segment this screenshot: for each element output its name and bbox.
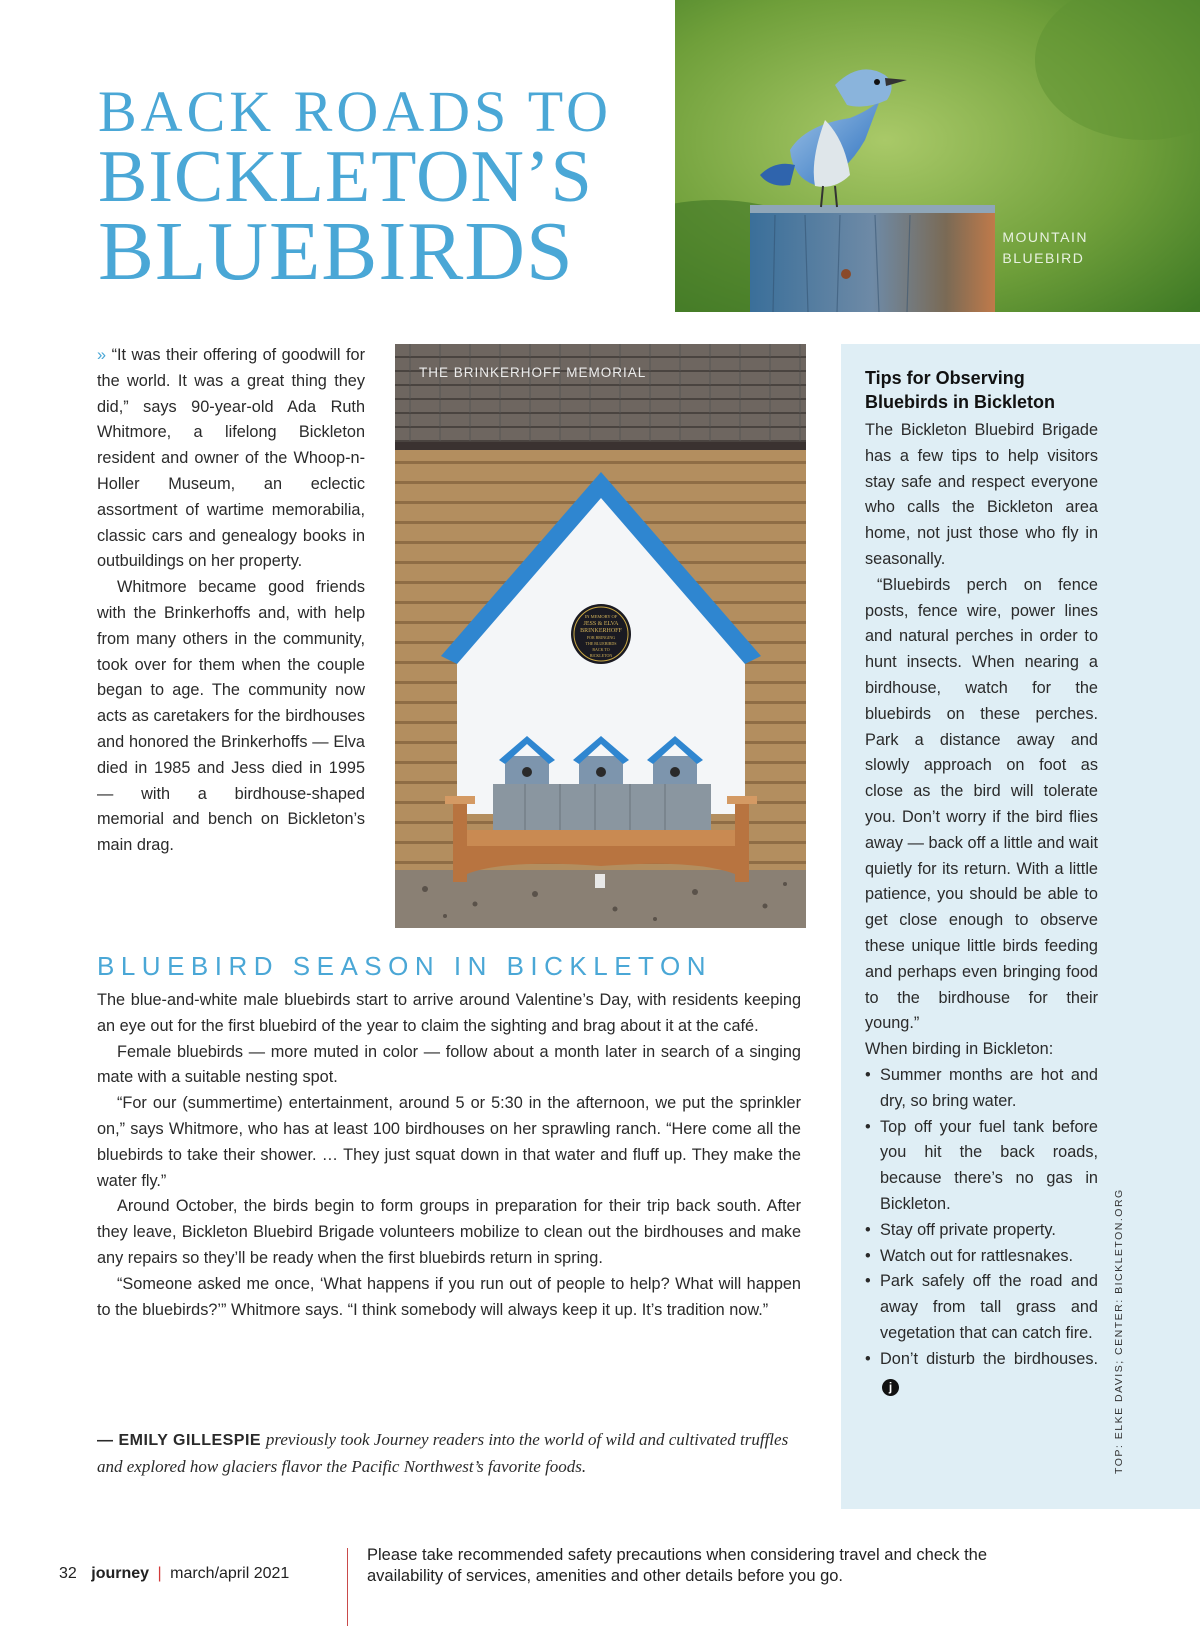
- title-line-3: BLUEBIRDS: [98, 205, 574, 298]
- tip-item: • Watch out for rattlesnakes.: [865, 1244, 1098, 1270]
- bird-caption-line-1: MOUNTAIN: [1002, 229, 1088, 245]
- section-paragraph-4: Around October, the birds begin to form groups in preparation for their trip back south. After they leave, Bickleton Bluebird Brigade volunteers mobilize to clean out the birdhouses and make any repairs so they’ll be ready when the first bluebirds return in spring.: [97, 1197, 801, 1267]
- photo-credit: TOP: ELKE DAVIS; CENTER: BICKLETON.ORG: [1113, 1188, 1125, 1474]
- footer-separator: |: [157, 1565, 162, 1582]
- plaque-line-7: BICKLETON: [589, 653, 613, 658]
- plaque-line-1: IN MEMORY OF: [584, 614, 618, 619]
- title-line-1: BACK ROADS TO: [98, 79, 612, 144]
- plaque-line-4: FOR BRINGING: [586, 635, 616, 640]
- tip-item: • Summer months are hot and dry, so bring water.: [865, 1063, 1098, 1115]
- section-paragraph-1: The blue-and-white male bluebirds start to arrive around Valentine’s Day, with residents keeping an eye out for the first bluebird of the year to claim the sighting and brag about it at the café.: [97, 991, 801, 1035]
- section-paragraph-3: “For our (summertime) entertainment, around 5 or 5:30 in the afternoon, we put the sprinkler on,” says Whitmore, who has at least 100 birdhouses on her sprawling ranch. “Here come all the bluebirds to take their shower. … They just squat down in that water and fluff up. They make the water fly.”: [97, 1094, 801, 1190]
- plaque-line-6: BACK TO: [592, 647, 610, 652]
- plaque-line-2: JESS & ELVA: [583, 621, 619, 627]
- left-column: [97, 343, 365, 859]
- footer-divider: [347, 1548, 348, 1626]
- page-footer: [59, 1565, 289, 1583]
- sidebar-paragraph-2: “Bluebirds perch on fence posts, fence wire, power lines and natural perches in order to hunt insects. When nearing a birdhouse, watch for the bluebirds on these perches. Park a distance away and slowly approach on foot as close as the bird will tolerate you. Don’t worry if the bird flies away — back off a little and wait quietly for its return. With a little patience, you should be able to get close enough to observe these unique little birds feeding and perhaps even bringing food to the birdhouse for their young.”: [865, 575, 1098, 1033]
- tips-list: [865, 1063, 1098, 1398]
- intro-paragraph: [97, 343, 365, 575]
- plaque-line-5: THE BLUEBIRDS: [585, 641, 617, 646]
- author-byline: [97, 1427, 801, 1480]
- section-heading: BLUEBIRD SEASON IN BICKLETON: [97, 951, 712, 981]
- author-name: — EMILY GILLESPIE: [97, 1432, 262, 1449]
- tip-item-last: [865, 1347, 1098, 1399]
- sidebar-list-intro: When birding in Bickleton:: [865, 1040, 1054, 1059]
- tip-item: • Top off your fuel tank before you hit the back roads, because there’s no gas in Bickleton.: [865, 1115, 1098, 1218]
- sidebar-paragraph-1: The Bickleton Bluebird Brigade has a few tips to help visitors stay safe and respect everyone who calls the Bickleton area home, not just those who fly in seasonally.: [865, 421, 1098, 568]
- page-number: 32: [59, 1565, 77, 1582]
- safety-note: Please take recommended safety precautions when considering travel and check the availability of services, amenities and other details before you go.: [367, 1546, 988, 1585]
- bird-photo-caption: [1002, 227, 1088, 269]
- plaque-line-3: BRINKERHOFF: [580, 628, 622, 634]
- brinkerhoff-memorial-photo: [395, 344, 806, 928]
- section-body: [97, 988, 801, 1323]
- sidebar-heading: Tips for Observing Bluebirds in Bickleton: [865, 368, 1056, 412]
- tip-item: • Park safely off the road and away from tall grass and vegetation that can catch fire.: [865, 1269, 1098, 1346]
- memorial-photo-caption: THE BRINKERHOFF MEMORIAL: [419, 365, 647, 380]
- article-title: [98, 79, 658, 298]
- title-line-2: BICKLETON’S: [98, 136, 593, 218]
- author-bio: previously took Journey readers into the world of wild and cultivated truffles and explored how glaciers flavor the Pacific Northwest’s favorite foods.: [97, 1430, 789, 1476]
- end-mark-icon: j: [882, 1379, 899, 1396]
- section-paragraph-2: Female bluebirds — more muted in color — follow about a month later in search of a singing mate with a suitable nesting spot.: [97, 1042, 801, 1087]
- magazine-name: journey: [91, 1565, 150, 1582]
- section-paragraph-5: “Someone asked me once, ‘What happens if you run out of people to help? What will happen to the bluebirds?’” Whitmore says. “I think somebody will always keep it up. It’s tradition now.”: [97, 1274, 801, 1319]
- tip-last-text: Don’t disturb the birdhouses.: [880, 1349, 1098, 1368]
- paragraph-2: Whitmore became good friends with the Brinkerhoffs and, with help from many others in the community, took over for them when the couple began to age. The community now acts as caretakers for the birdhouses and honored the Brinkerhoffs — Elva died in 1985 and Jess died in 1995 — with a birdhouse-shaped memorial and bench on Bickleton’s main drag.: [97, 578, 365, 855]
- tips-sidebar: [841, 344, 1200, 1509]
- issue-date: march/april 2021: [170, 1565, 290, 1582]
- tip-item: • Stay off private property.: [865, 1218, 1098, 1244]
- paragraph-marker: »: [97, 346, 107, 364]
- intro-text: “It was their offering of goodwill for the world. It was a great thing they did,” says 90-year-old Ada Ruth Whitmore, a lifelong Bickleton resident and owner of the Whoop-n-Holler Museum, an eclectic assortment of wartime memorabilia, classic cars and genealogy books in outbuildings on her property.: [97, 346, 366, 571]
- mountain-bluebird-photo: [675, 0, 1200, 312]
- bird-caption-line-2: BLUEBIRD: [1002, 250, 1085, 266]
